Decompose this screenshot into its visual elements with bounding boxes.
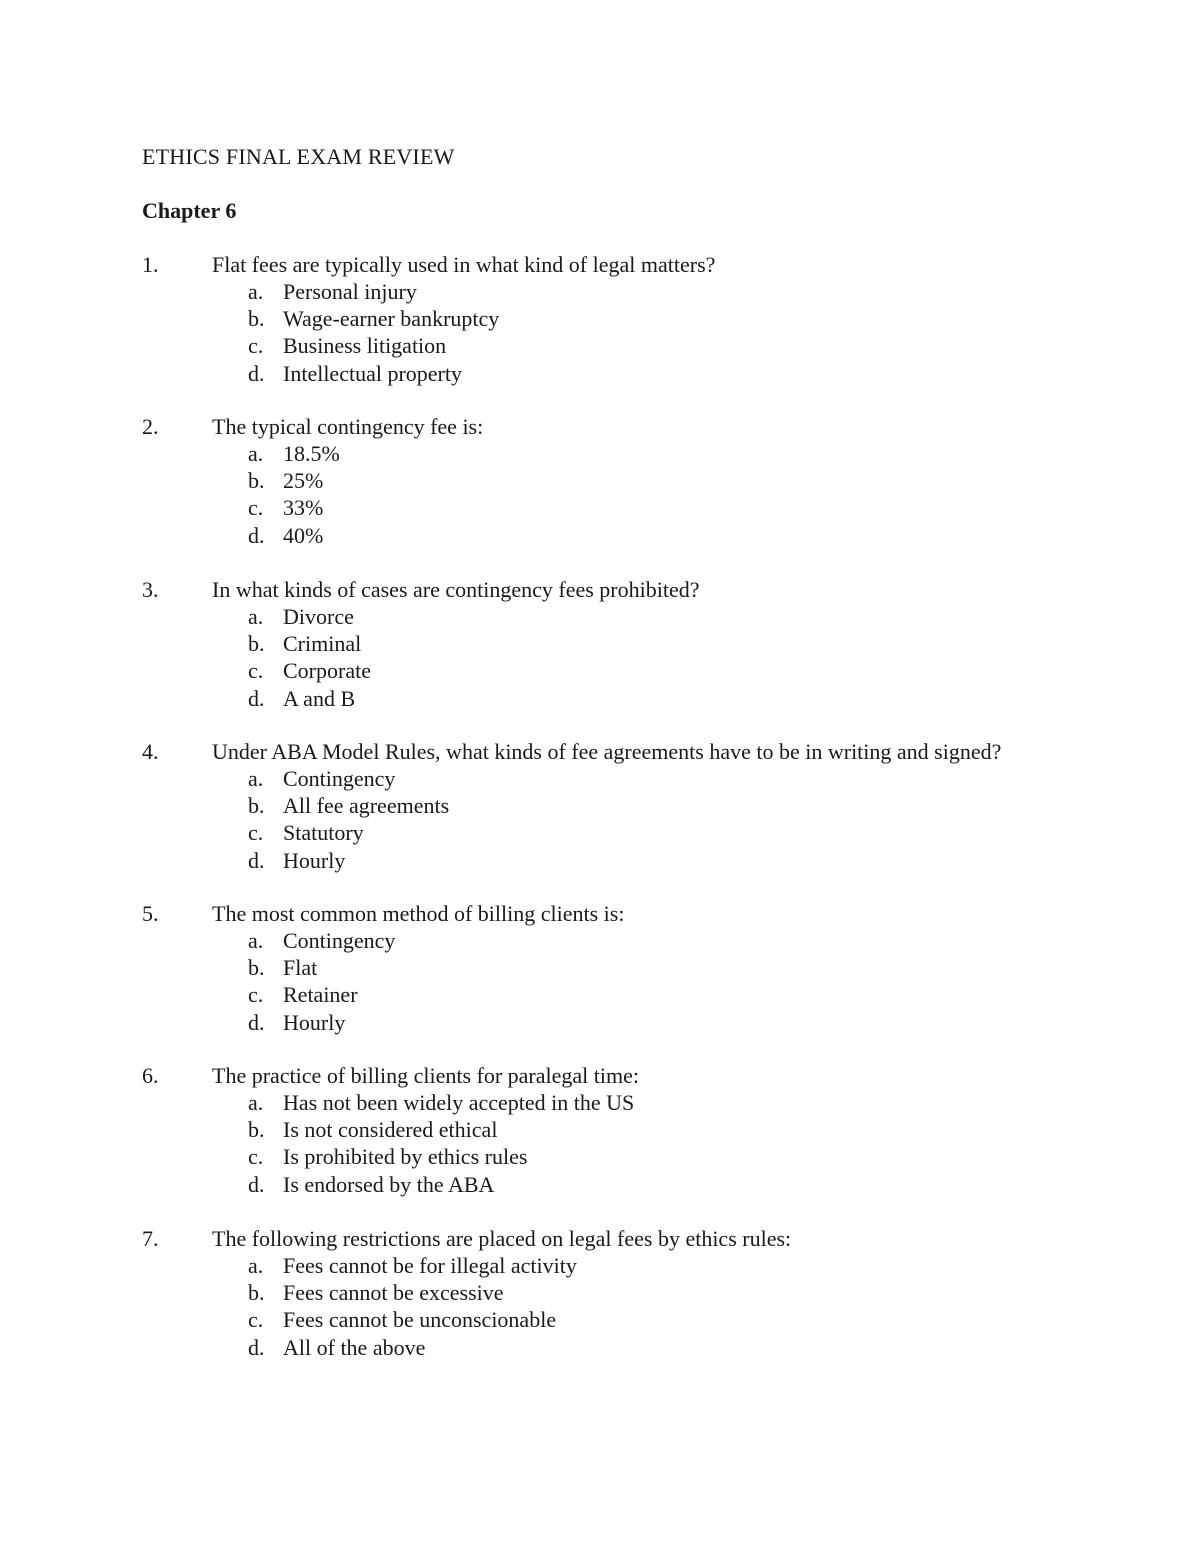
document-title: ETHICS FINAL EXAM REVIEW (142, 144, 455, 169)
answer-option (142, 494, 1142, 521)
option-text: Contingency (283, 766, 396, 791)
answer-option (142, 630, 1142, 657)
option-letter: c. (248, 1307, 264, 1333)
question-text: The following restrictions are placed on legal fees by ethics rules: (212, 1226, 792, 1251)
answer-option (142, 278, 1142, 305)
answer-option (142, 657, 1142, 684)
option-letter: b. (248, 306, 265, 332)
option-letter: d. (248, 1334, 265, 1360)
option-text: Flat (283, 955, 318, 981)
answer-option (142, 603, 1142, 630)
question-4 (142, 738, 1142, 874)
option-letter: d. (248, 1009, 265, 1035)
option-text: Fees cannot be for illegal activity (283, 1253, 577, 1278)
option-text: 25% (283, 468, 324, 494)
option-letter: b. (248, 468, 265, 494)
answer-option (142, 467, 1142, 494)
option-letter: c. (248, 1144, 264, 1170)
question-1 (142, 251, 1142, 387)
question-text: The typical contingency fee is: (212, 414, 484, 439)
option-text: 18.5% (283, 441, 340, 466)
option-letter: c. (248, 820, 264, 846)
question-5 (142, 900, 1142, 1036)
option-letter: d. (248, 360, 265, 386)
option-text: Is endorsed by the ABA (283, 1171, 495, 1197)
answer-option (142, 981, 1142, 1008)
option-letter: c. (248, 658, 264, 684)
answer-option (142, 1089, 1142, 1116)
option-text: Is not considered ethical (283, 1117, 498, 1143)
option-letter: b. (248, 955, 265, 981)
option-letter: b. (248, 631, 265, 657)
answer-option (142, 1334, 1142, 1361)
option-text: Business litigation (283, 333, 447, 359)
answer-option (142, 1306, 1142, 1333)
option-letter: d. (248, 685, 265, 711)
answer-option (142, 360, 1142, 387)
answer-option (142, 847, 1142, 874)
question-text: The most common method of billing clients is: (212, 901, 625, 926)
option-letter: c. (248, 982, 264, 1008)
answer-option (142, 1171, 1142, 1198)
option-text: Retainer (283, 982, 358, 1008)
option-letter: b. (248, 1280, 265, 1306)
option-text: Has not been widely accepted in the US (283, 1090, 635, 1115)
option-letter: b. (248, 793, 265, 819)
option-text: Fees cannot be excessive (283, 1280, 504, 1306)
question-6 (142, 1062, 1142, 1198)
answer-option (142, 305, 1142, 332)
question-number: 5. (142, 901, 159, 926)
option-letter: c. (248, 333, 264, 359)
answer-option (142, 792, 1142, 819)
option-text: Contingency (283, 928, 396, 953)
option-letter: a. (248, 928, 264, 953)
option-letter: a. (248, 1253, 264, 1278)
option-letter: a. (248, 279, 264, 304)
answer-option (142, 522, 1142, 549)
answer-option (142, 765, 1142, 792)
question-number: 6. (142, 1063, 159, 1088)
option-text: All fee agreements (283, 793, 450, 819)
question-text: Flat fees are typically used in what kind of legal matters? (212, 252, 716, 277)
option-text: Personal injury (283, 279, 417, 304)
answer-option (142, 1116, 1142, 1143)
option-letter: a. (248, 441, 264, 466)
option-letter: d. (248, 1171, 265, 1197)
question-number: 1. (142, 252, 159, 277)
option-text: Statutory (283, 820, 364, 846)
option-letter: a. (248, 766, 264, 791)
option-text: Divorce (283, 604, 354, 629)
question-number: 7. (142, 1226, 159, 1251)
option-text: Criminal (283, 631, 362, 657)
option-text: 40% (283, 522, 324, 548)
option-text: All of the above (283, 1334, 426, 1360)
option-letter: d. (248, 847, 265, 873)
question-text: The practice of billing clients for paralegal time: (212, 1063, 639, 1088)
option-text: Hourly (283, 847, 346, 873)
chapter-heading: Chapter 6 (142, 198, 237, 223)
answer-option (142, 1009, 1142, 1036)
answer-option (142, 440, 1142, 467)
option-text: Corporate (283, 658, 371, 684)
option-letter: d. (248, 522, 265, 548)
answer-option (142, 332, 1142, 359)
answer-option (142, 1143, 1142, 1170)
answer-option (142, 819, 1142, 846)
question-7 (142, 1225, 1142, 1361)
option-letter: a. (248, 604, 264, 629)
option-letter: c. (248, 495, 264, 521)
option-text: 33% (283, 495, 324, 521)
option-text: Fees cannot be unconscionable (283, 1307, 557, 1333)
option-text: Is prohibited by ethics rules (283, 1144, 528, 1170)
question-3 (142, 576, 1142, 712)
answer-option (142, 1252, 1142, 1279)
option-text: Wage-earner bankruptcy (283, 306, 500, 332)
question-text: Under ABA Model Rules, what kinds of fee agreements have to be in writing and signed? (212, 739, 1002, 764)
question-2 (142, 413, 1142, 549)
answer-option (142, 927, 1142, 954)
option-text: Hourly (283, 1009, 346, 1035)
answer-option (142, 954, 1142, 981)
answer-option (142, 1279, 1142, 1306)
question-number: 2. (142, 414, 159, 439)
question-number: 3. (142, 577, 159, 602)
option-text: Intellectual property (283, 360, 462, 386)
question-text: In what kinds of cases are contingency fees prohibited? (212, 577, 700, 602)
option-text: A and B (283, 685, 356, 711)
option-letter: a. (248, 1090, 264, 1115)
question-number: 4. (142, 739, 159, 764)
option-letter: b. (248, 1117, 265, 1143)
answer-option (142, 685, 1142, 712)
